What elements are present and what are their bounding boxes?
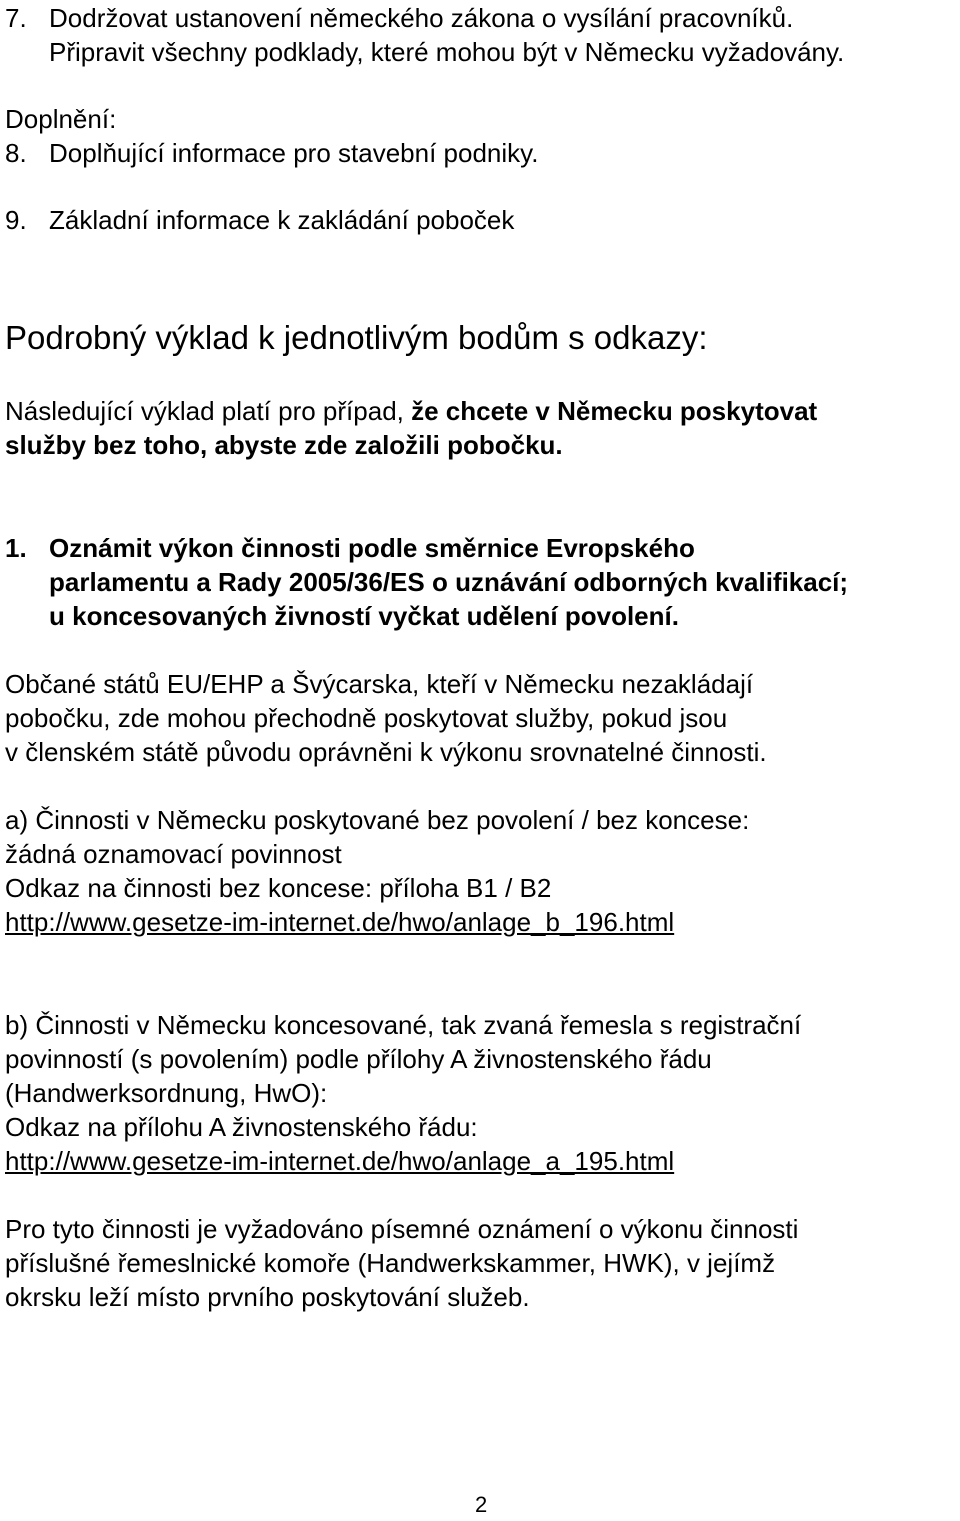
section-a-line1: a) Činnosti v Německu poskytované bez povolení / bez koncese: [5, 805, 750, 835]
section-b-line2: povinností (s povolením) podle přílohy A živnostenského řádu [5, 1044, 712, 1074]
list-item-7-line2: Připravit všechny podklady, které mohou být v Německu vyžadovány. [49, 37, 845, 67]
section-a-line2: žádná oznamovací povinnost [5, 839, 342, 869]
point-1-line3: u koncesovaných živností vyčkat udělení povolení. [49, 601, 679, 631]
anlage-b-link[interactable]: http://www.gesetze-im-internet.de/hwo/anlage_b_196.html [5, 907, 675, 937]
list-number: 8. [5, 138, 27, 168]
notice-line3: okrsku leží místo prvního poskytování služeb. [5, 1282, 530, 1312]
supplement-label: Doplnění: [5, 104, 117, 134]
intro-normal-text: Následující výklad platí pro případ, [5, 396, 412, 426]
anlage-a-link[interactable]: http://www.gesetze-im-internet.de/hwo/anlage_a_195.html [5, 1146, 675, 1176]
list-item-9-text: Základní informace k zakládání poboček [49, 205, 515, 235]
intro-line1 [5, 396, 817, 426]
section-a-line3: Odkaz na činnosti bez koncese: příloha B1 / B2 [5, 873, 552, 903]
citizens-line1: Občané států EU/EHP a Švýcarska, kteří v Německu nezakládají [5, 669, 754, 699]
point-1-line1 [5, 533, 695, 563]
notice-line2: příslušné řemeslnické komoře (Handwerkskammer, HWK), v jejímž [5, 1248, 776, 1278]
section-b-line4: Odkaz na přílohu A živnostenského řádu: [5, 1112, 478, 1142]
intro-bold-text: že chcete v Německu poskytovat [411, 396, 818, 426]
section-heading: Podrobný výklad k jednotlivým bodům s odkazy: [5, 319, 708, 356]
section-a-link-line [5, 907, 674, 937]
point-1-line2: parlamentu a Rady 2005/36/ES o uznávání odborných kvalifikací; [49, 567, 849, 597]
point-1-text: Oznámit výkon činnosti podle směrnice Evropského [49, 533, 695, 563]
list-item-7-line1 [5, 3, 793, 33]
list-item-8-text: Doplňující informace pro stavební podniky. [49, 138, 539, 168]
page-number: 2 [475, 1492, 488, 1517]
intro-line2: služby bez toho, abyste zde založili pobočku. [5, 430, 563, 460]
section-b-line3: (Handwerksordnung, HwO): [5, 1078, 328, 1108]
section-b-link-line [5, 1146, 674, 1176]
notice-line1: Pro tyto činnosti je vyžadováno písemné oznámení o výkonu činnosti [5, 1214, 799, 1244]
citizens-line2: pobočku, zde mohou přechodně poskytovat služby, pokud jsou [5, 703, 728, 733]
citizens-line3: v členském státě původu oprávněni k výkonu srovnatelné činnosti. [5, 737, 767, 767]
section-b-line1: b) Činnosti v Německu koncesované, tak zvaná řemesla s registrační [5, 1010, 802, 1040]
list-item-8 [5, 138, 538, 168]
list-item-9 [5, 205, 514, 235]
list-number: 7. [5, 3, 27, 33]
list-number: 9. [5, 205, 27, 235]
list-number: 1. [5, 533, 27, 563]
list-item-7-text: Dodržovat ustanovení německého zákona o vysílání pracovníků. [49, 3, 794, 33]
